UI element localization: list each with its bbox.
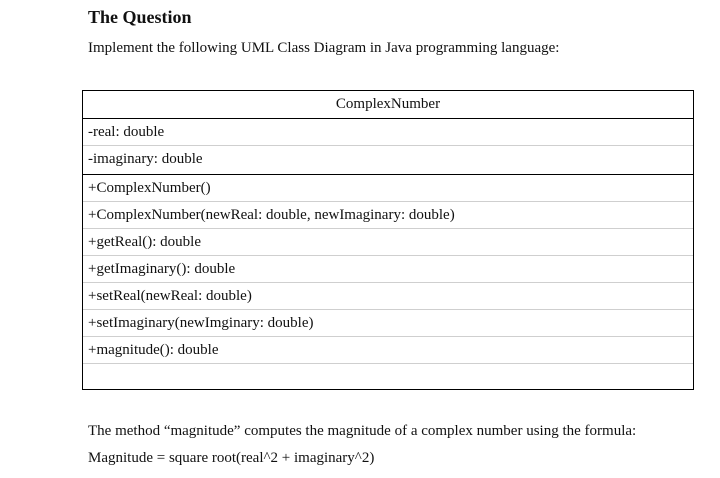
formula-explanation <box>88 418 636 472</box>
uml-method-magnitude: +magnitude(): double <box>83 337 693 364</box>
uml-attribute-imaginary: -imaginary: double <box>88 151 203 167</box>
uml-attribute-real: -real: double <box>83 119 693 146</box>
uml-method-get-imaginary: +getImaginary(): double <box>83 256 693 283</box>
uml-method-constructor-default: +ComplexNumber() <box>83 175 693 202</box>
uml-method-set-imaginary: +setImaginary(newImginary: double) <box>83 310 693 337</box>
intro-text: Implement the following UML Class Diagram in Java programming language: <box>88 40 560 56</box>
uml-method-constructor-params: +ComplexNumber(newReal: double, newImaginary: double) <box>83 202 693 229</box>
formula-expression: Magnitude = square root(real^2 + imaginary^2) <box>88 450 375 466</box>
question-heading: The Question <box>88 7 192 27</box>
uml-attributes-section <box>83 119 693 175</box>
uml-class-name: ComplexNumber <box>83 91 693 119</box>
uml-class-diagram <box>82 90 694 390</box>
formula-description: The method “magnitude” computes the magnitude of a complex number using the formula: <box>88 423 637 439</box>
uml-methods-section <box>83 175 693 364</box>
uml-method-set-real: +setReal(newReal: double) <box>83 283 693 310</box>
uml-method-get-real: +getReal(): double <box>83 229 693 256</box>
